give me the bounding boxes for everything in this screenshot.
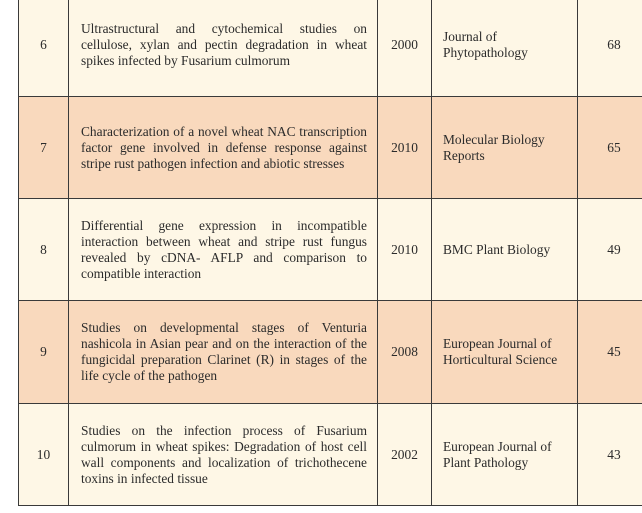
paper-title: Studies on developmental stages of Venturia nashicola in Asian pear and on the interaction of the fungicidal preparation Clarinet (R) in stages of the life cycle of the pathogen [69,301,378,404]
publication-year: 2010 [378,199,432,301]
journal-name: European Journal of Horticultural Science [432,301,578,404]
table-row [19,0,642,97]
row-number: 10 [19,404,69,506]
journal-name: European Journal of Plant Pathology [432,404,578,506]
citation-count: 65 [578,97,642,199]
row-number: 6 [19,0,69,97]
table-row [19,404,642,506]
publication-year: 2010 [378,97,432,199]
row-number: 8 [19,199,69,301]
table-row [19,199,642,301]
journal-name: Journal of Phytopathology [432,0,578,97]
paper-title: Ultrastructural and cytochemical studies on cellulose, xylan and pectin degradation in wheat spikes infected by Fusarium culmorum [69,0,378,97]
publication-year: 2008 [378,301,432,404]
publications-table [18,0,642,506]
paper-title: Characterization of a novel wheat NAC transcription factor gene involved in defense response against stripe rust pathogen infection and abiotic stresses [69,97,378,199]
journal-name: Molecular Biology Reports [432,97,578,199]
journal-name: BMC Plant Biology [432,199,578,301]
row-number: 9 [19,301,69,404]
citation-count: 43 [578,404,642,506]
paper-title: Studies on the infection process of Fusarium culmorum in wheat spikes: Degradation of host cell wall components and localization of trichothecene toxins in infected tissue [69,404,378,506]
citation-count: 49 [578,199,642,301]
publication-year: 2002 [378,404,432,506]
citation-count: 68 [578,0,642,97]
paper-title: Differential gene expression in incompatible interaction between wheat and stripe rust fungus revealed by cDNA- AFLP and comparison to compatible interaction [69,199,378,301]
citation-count: 45 [578,301,642,404]
table-row [19,301,642,404]
publication-year: 2000 [378,0,432,97]
table-row [19,97,642,199]
row-number: 7 [19,97,69,199]
